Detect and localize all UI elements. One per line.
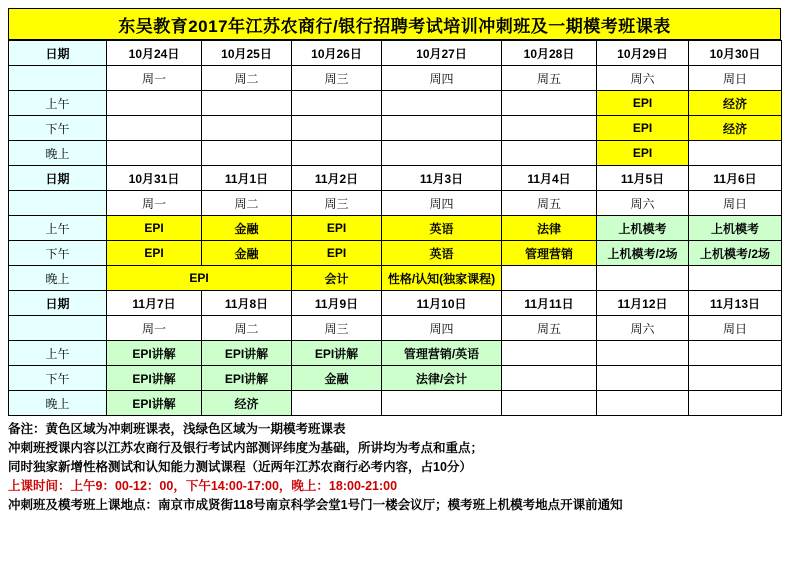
weekday-cell: 周日 (689, 316, 782, 341)
weekday-cell: 周二 (202, 316, 292, 341)
empty-cell (689, 366, 782, 391)
weekday-cell: 周五 (502, 191, 597, 216)
weekday-cell: 周六 (597, 66, 689, 91)
weekday-cell: 周三 (292, 191, 382, 216)
empty-cell (502, 341, 597, 366)
date-cell: 11月11日 (502, 291, 597, 316)
empty-cell (597, 366, 689, 391)
date-header-row (9, 291, 782, 316)
date-cell: 11月7日 (107, 291, 202, 316)
note-line: 备注：黄色区域为冲刺班课表，浅绿色区域为一期模考班课表 (8, 422, 346, 436)
empty-cell (202, 141, 292, 166)
session-label-cell: 下午 (9, 241, 107, 266)
date-cell: 11月3日 (382, 166, 502, 191)
empty-cell (382, 391, 502, 416)
date-cell: 11月6日 (689, 166, 782, 191)
date-label-cell: 日期 (9, 41, 107, 66)
date-cell: 11月13日 (689, 291, 782, 316)
empty-cell (502, 266, 597, 291)
weekday-row (9, 66, 782, 91)
weekday-label-spacer (9, 191, 107, 216)
date-cell: 11月12日 (597, 291, 689, 316)
class-cell: EPI讲解 (107, 366, 202, 391)
empty-cell (382, 91, 502, 116)
date-cell: 11月9日 (292, 291, 382, 316)
schedule-row (9, 241, 782, 266)
weekday-cell: 周四 (382, 66, 502, 91)
class-cell: EPI (597, 141, 689, 166)
schedule-row (9, 341, 782, 366)
empty-cell (597, 341, 689, 366)
empty-cell (292, 91, 382, 116)
date-cell: 11月2日 (292, 166, 382, 191)
empty-cell (202, 91, 292, 116)
weekday-cell: 周一 (107, 191, 202, 216)
schedule-table (8, 40, 782, 416)
note-line: 同时独家新增性格测试和认知能力测试课程（近两年江苏农商行必考内容，占10分） (8, 460, 472, 474)
note-line: 冲刺班及模考班上课地点：南京市成贤街118号南京科学会堂1号门一楼会议厅；模考班上机模考地点开课前通知 (8, 498, 623, 512)
weekday-cell: 周五 (502, 316, 597, 341)
weekday-cell: 周四 (382, 191, 502, 216)
date-label-cell: 日期 (9, 166, 107, 191)
weekday-cell: 周四 (382, 316, 502, 341)
weekday-cell: 周三 (292, 66, 382, 91)
date-cell: 10月29日 (597, 41, 689, 66)
weekday-cell: 周六 (597, 316, 689, 341)
session-label-cell: 晚上 (9, 266, 107, 291)
class-cell: 法律/会计 (382, 366, 502, 391)
date-cell: 11月4日 (502, 166, 597, 191)
class-cell: 法律 (502, 216, 597, 241)
empty-cell (502, 91, 597, 116)
empty-cell (292, 116, 382, 141)
empty-cell (382, 141, 502, 166)
empty-cell (502, 391, 597, 416)
class-cell: 经济 (202, 391, 292, 416)
schedule-row (9, 266, 782, 291)
class-cell: 金融 (202, 216, 292, 241)
class-cell: EPI讲解 (292, 341, 382, 366)
empty-cell (502, 116, 597, 141)
page-title-text: 东吴教育2017年江苏农商行/银行招聘考试培训冲刺班及一期模考班课表 (118, 16, 671, 36)
weekday-row (9, 316, 782, 341)
date-cell: 10月25日 (202, 41, 292, 66)
class-cell: 管理营销 (502, 241, 597, 266)
weekday-row (9, 191, 782, 216)
empty-cell (502, 366, 597, 391)
session-label-cell: 上午 (9, 216, 107, 241)
session-label-cell: 晚上 (9, 141, 107, 166)
empty-cell (107, 116, 202, 141)
empty-cell (597, 391, 689, 416)
date-label-cell: 日期 (9, 291, 107, 316)
empty-cell (689, 391, 782, 416)
session-label-cell: 晚上 (9, 391, 107, 416)
date-cell: 11月5日 (597, 166, 689, 191)
session-label-cell: 下午 (9, 116, 107, 141)
empty-cell (292, 391, 382, 416)
date-header-row (9, 41, 782, 66)
weekday-cell: 周二 (202, 191, 292, 216)
date-cell: 11月8日 (202, 291, 292, 316)
class-cell: EPI讲解 (107, 341, 202, 366)
schedule-row (9, 366, 782, 391)
class-cell: 英语 (382, 241, 502, 266)
schedule-row (9, 141, 782, 166)
date-cell: 10月30日 (689, 41, 782, 66)
class-cell: 上机模考 (689, 216, 782, 241)
weekday-cell: 周三 (292, 316, 382, 341)
class-cell: EPI (292, 241, 382, 266)
date-cell: 10月24日 (107, 41, 202, 66)
note-line: 上课时间：上午9：00-12：00，下午14:00-17:00，晚上：18:00-21:00 (8, 479, 398, 493)
empty-cell (382, 116, 502, 141)
class-cell: EPI (107, 241, 202, 266)
schedule-row (9, 216, 782, 241)
schedule-row (9, 91, 782, 116)
weekday-cell: 周日 (689, 66, 782, 91)
empty-cell (292, 141, 382, 166)
note-line: 冲刺班授课内容以江苏农商行及银行考试内部测评纬度为基础，所讲均为考点和重点； (8, 441, 484, 455)
weekday-cell: 周五 (502, 66, 597, 91)
empty-cell (107, 91, 202, 116)
schedule-row (9, 116, 782, 141)
date-cell: 10月27日 (382, 41, 502, 66)
class-cell: 英语 (382, 216, 502, 241)
class-cell: 会计 (292, 266, 382, 291)
weekday-cell: 周日 (689, 191, 782, 216)
empty-cell (689, 266, 782, 291)
empty-cell (502, 141, 597, 166)
date-cell: 11月1日 (202, 166, 292, 191)
date-cell: 10月31日 (107, 166, 202, 191)
class-cell: 经济 (689, 116, 782, 141)
empty-cell (107, 141, 202, 166)
date-cell: 10月28日 (502, 41, 597, 66)
class-cell: 上机模考 (597, 216, 689, 241)
session-label-cell: 上午 (9, 91, 107, 116)
class-cell: EPI讲解 (107, 391, 202, 416)
page-title (8, 8, 781, 40)
class-cell: EPI (292, 216, 382, 241)
class-cell: EPI (107, 216, 202, 241)
schedule-row (9, 391, 782, 416)
weekday-cell: 周一 (107, 66, 202, 91)
class-cell: EPI (107, 266, 292, 291)
date-cell: 11月10日 (382, 291, 502, 316)
date-header-row (9, 166, 782, 191)
weekday-cell: 周二 (202, 66, 292, 91)
class-cell: EPI讲解 (202, 341, 292, 366)
empty-cell (597, 266, 689, 291)
class-cell: 上机模考/2场 (689, 241, 782, 266)
session-label-cell: 上午 (9, 341, 107, 366)
class-cell: EPI (597, 91, 689, 116)
weekday-cell: 周一 (107, 316, 202, 341)
empty-cell (689, 341, 782, 366)
class-cell: 管理营销/英语 (382, 341, 502, 366)
class-cell: EPI讲解 (202, 366, 292, 391)
empty-cell (202, 116, 292, 141)
date-cell: 10月26日 (292, 41, 382, 66)
session-label-cell: 下午 (9, 366, 107, 391)
weekday-label-spacer (9, 66, 107, 91)
weekday-label-spacer (9, 316, 107, 341)
notes-block (8, 420, 781, 515)
class-cell: 性格/认知(独家课程) (382, 266, 502, 291)
class-cell: 上机模考/2场 (597, 241, 689, 266)
class-cell: 金融 (292, 366, 382, 391)
class-cell: EPI (597, 116, 689, 141)
empty-cell (689, 141, 782, 166)
class-cell: 金融 (202, 241, 292, 266)
weekday-cell: 周六 (597, 191, 689, 216)
class-cell: 经济 (689, 91, 782, 116)
